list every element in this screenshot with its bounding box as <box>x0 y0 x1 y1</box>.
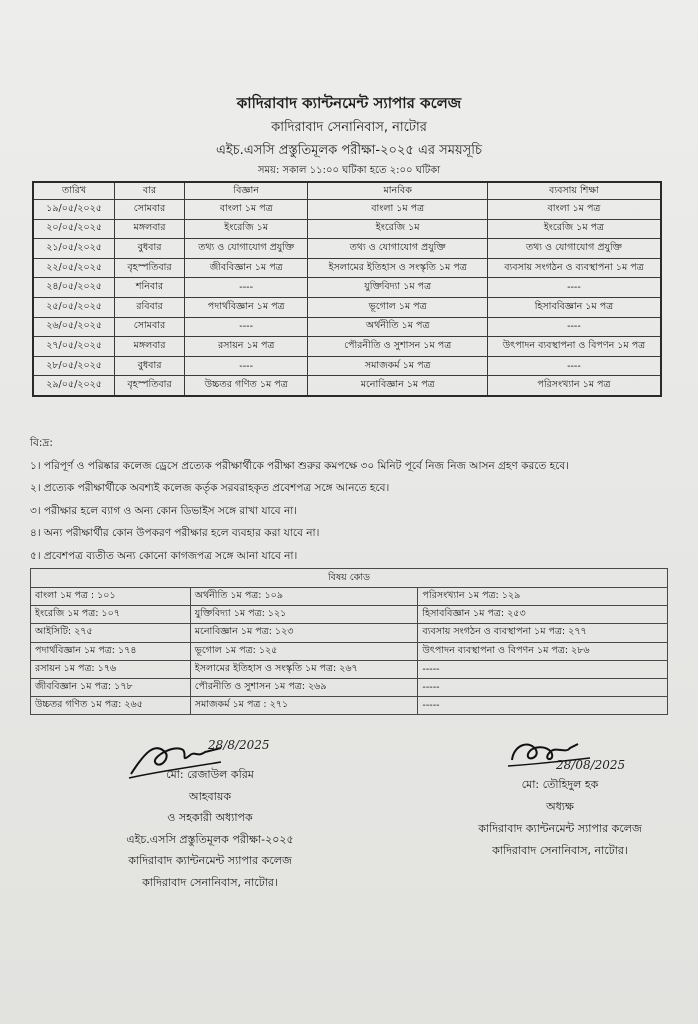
schedule-cell: ---- <box>184 278 308 298</box>
schedule-cell: ২১/০৫/২০২৫ <box>33 239 115 259</box>
schedule-cell: বৃহস্পতিবার <box>115 258 185 278</box>
schedule-cell: ---- <box>487 278 661 298</box>
schedule-table <box>32 181 662 397</box>
schedule-cell: ভূগোল ১ম পত্র <box>308 297 487 317</box>
subject-code-cell: পরিসংখ্যান ১ম পত্র: ১২৯ <box>418 588 668 606</box>
schedule-cell: রবিবার <box>115 297 185 317</box>
right-signature-date: 28/08/2025 <box>556 758 626 772</box>
left-signatory-org: কাদিরাবাদ ক্যান্টনমেন্ট স্যাপার কলেজ <box>128 854 292 867</box>
schedule-cell: উচ্চতর গণিত ১ম পত্র <box>184 376 308 396</box>
schedule-row <box>33 356 661 376</box>
schedule-cell: বাংলা ১ম পত্র <box>184 200 308 220</box>
left-signatory-role: এইচ.এসসি প্রস্তুতিমূলক পরীক্ষা-২০২৫ <box>126 832 294 846</box>
subject-code-cell: বাংলা ১ম পত্র : ১০১ <box>31 588 191 606</box>
subject-code-cell: হিসাববিজ্ঞান ১ম পত্র: ২৫৩ <box>418 606 668 624</box>
schedule-cell: বুধবার <box>115 356 185 376</box>
schedule-row <box>33 200 661 220</box>
right-signatory-name: মো: তৌহিদুল হক <box>521 778 599 791</box>
subject-code-cell: সমাজকর্ম ১ম পত্র : ২৭১ <box>190 697 418 715</box>
schedule-cell: পদার্থবিজ্ঞান ১ম পত্র <box>184 297 308 317</box>
subject-code-cell: পদার্থবিজ্ঞান ১ম পত্র: ১৭৪ <box>31 642 191 660</box>
schedule-cell: হিসাববিজ্ঞান ১ম পত্র <box>487 297 661 317</box>
left-signatory-block <box>60 766 360 895</box>
note-item: ৩। পরীক্ষার হলে ব্যাগ ও অন্য কোন ডিভাইস সঙ্গে রাখা যাবে না। <box>30 504 298 517</box>
header-day: বার <box>115 182 185 200</box>
schedule-row <box>33 317 661 337</box>
schedule-cell: ---- <box>184 317 308 337</box>
schedule-cell: রসায়ন ১ম পত্র <box>184 337 308 357</box>
header-science: বিজ্ঞান <box>184 182 308 200</box>
subject-code-row <box>31 588 668 606</box>
subject-code-row <box>31 678 668 696</box>
schedule-cell: তথ্য ও যোগাযোগ প্রযুক্তি <box>487 239 661 259</box>
schedule-cell: ---- <box>487 356 661 376</box>
schedule-cell: পরিসংখ্যান ১ম পত্র <box>487 376 661 396</box>
subject-code-row <box>31 624 668 642</box>
schedule-cell: ইংরেজি ১ম <box>308 219 487 239</box>
schedule-cell: ---- <box>487 317 661 337</box>
schedule-row <box>33 219 661 239</box>
schedule-cell: তথ্য ও যোগাযোগ প্রযুক্তি <box>308 239 487 259</box>
schedule-cell: ---- <box>184 356 308 376</box>
schedule-cell: ইসলামের ইতিহাস ও সংস্কৃতি ১ম পত্র <box>308 258 487 278</box>
notes-section <box>30 436 670 571</box>
notes-title: বি:দ্র: <box>30 437 53 449</box>
subject-code-cell: ----- <box>418 697 668 715</box>
subject-code-cell: ইংরেজি ১ম পত্র: ১০৭ <box>31 606 191 624</box>
schedule-row <box>33 278 661 298</box>
exam-time: সময়: সকাল ১১:০০ ঘটিকা হতে ২:০০ ঘটিকা <box>257 165 441 176</box>
schedule-cell: ইংরেজি ১ম পত্র <box>487 219 661 239</box>
schedule-cell: ২৯/০৫/২০২৫ <box>33 376 115 396</box>
schedule-row <box>33 376 661 396</box>
schedule-cell: ২৪/০৫/২০২৫ <box>33 278 115 298</box>
schedule-cell: অর্থনীতি ১ম পত্র <box>308 317 487 337</box>
schedule-row <box>33 337 661 357</box>
schedule-cell: বাংলা ১ম পত্র <box>487 200 661 220</box>
schedule-cell: ২৭/০৫/২০২৫ <box>33 337 115 357</box>
schedule-cell: উৎপাদন ব্যবস্থাপনা ও বিপণন ১ম পত্র <box>487 337 661 357</box>
right-signatory-org: কাদিরাবাদ ক্যান্টনমেন্ট স্যাপার কলেজ <box>478 822 642 835</box>
subject-code-cell: ইসলামের ইতিহাস ও সংস্কৃতি ১ম পত্র: ২৬৭ <box>190 660 418 678</box>
schedule-cell: বাংলা ১ম পত্র <box>308 200 487 220</box>
subject-code-cell: পৌরনীতি ও সুশাসন ১ম পত্র: ২৬৯ <box>190 678 418 696</box>
subject-code-row <box>31 660 668 678</box>
subject-code-cell: উৎপাদন ব্যবস্থাপনা ও বিপণন ১ম পত্র: ২৮৬ <box>418 642 668 660</box>
note-item: ৪। অন্য পরীক্ষার্থীর কোন উপকরণ পরীক্ষার হলে ব্যবহার করা যাবে না। <box>30 527 320 539</box>
schedule-cell: শনিবার <box>115 278 185 298</box>
schedule-row <box>33 258 661 278</box>
header-humanities: মানবিক <box>308 182 487 200</box>
schedule-cell: ২২/০৫/২০২৫ <box>33 258 115 278</box>
subject-code-title: বিষয় কোড <box>31 569 668 588</box>
left-signatory-role: আহবায়ক <box>188 789 232 803</box>
subject-code-row <box>31 697 668 715</box>
schedule-cell: মনোবিজ্ঞান ১ম পত্র <box>308 376 487 396</box>
right-signatory-role: অধ্যক্ষ <box>546 800 574 813</box>
schedule-cell: ২৮/০৫/২০২৫ <box>33 356 115 376</box>
subject-code-row <box>31 606 668 624</box>
subject-code-cell: জীববিজ্ঞান ১ম পত্র: ১৭৮ <box>31 678 191 696</box>
schedule-cell: ১৯/০৫/২০২৫ <box>33 200 115 220</box>
note-item: ৫। প্রবেশপত্র ব্যতীত অন্য কোনো কাগজপত্র সঙ্গে আনা যাবে না। <box>30 549 298 562</box>
schedule-cell: মঙ্গলবার <box>115 337 185 357</box>
subject-code-cell: রসায়ন ১ম পত্র: ১৭৬ <box>31 660 191 678</box>
schedule-cell: জীববিজ্ঞান ১ম পত্র <box>184 258 308 278</box>
schedule-cell: বুধবার <box>115 239 185 259</box>
schedule-cell: সোমবার <box>115 200 185 220</box>
exam-title: এইচ.এসসি প্রস্তুতিমূলক পরীক্ষা-২০২৫ এর সময়সূচি <box>216 143 482 158</box>
schedule-row <box>33 297 661 317</box>
schedule-cell: ব্যবসায় সংগঠন ও ব্যবস্থাপনা ১ম পত্র <box>487 258 661 278</box>
schedule-cell: ২৫/০৫/২০২৫ <box>33 297 115 317</box>
subject-code-cell: ব্যবসায় সংগঠন ও ব্যবস্থাপনা ১ম পত্র: ২৭৭ <box>418 624 668 642</box>
subject-code-cell: অর্থনীতি ১ম পত্র: ১০৯ <box>190 588 418 606</box>
left-signature-date: 28/8/2025 <box>208 738 270 752</box>
schedule-cell: সমাজকর্ম ১ম পত্র <box>308 356 487 376</box>
schedule-cell: ২৬/০৫/২০২৫ <box>33 317 115 337</box>
right-signatory-location: কাদিরাবাদ সেনানিবাস, নাটোর। <box>492 844 628 857</box>
subject-code-cell: উচ্চতর গণিত ১ম পত্র: ২৬৫ <box>31 697 191 715</box>
schedule-cell: পৌরনীতি ও সুশাসন ১ম পত্র <box>308 337 487 357</box>
right-signatory-block <box>440 776 680 864</box>
subject-code-cell: ----- <box>418 660 668 678</box>
left-signatory-name: মো: রেজাউল করিম <box>166 768 254 781</box>
subject-code-cell: মনোবিজ্ঞান ১ম পত্র: ১২৩ <box>190 624 418 642</box>
schedule-cell: তথ্য ও যোগাযোগ প্রযুক্তি <box>184 239 308 259</box>
schedule-cell: সোমবার <box>115 317 185 337</box>
subject-code-cell: ----- <box>418 678 668 696</box>
subject-code-table <box>30 568 668 715</box>
schedule-header-row <box>33 182 661 200</box>
schedule-cell: যুক্তিবিদ্যা ১ম পত্র <box>308 278 487 298</box>
subject-code-cell: যুক্তিবিদ্যা ১ম পত্র: ১২১ <box>190 606 418 624</box>
institution-name: কাদিরাবাদ ক্যান্টনমেন্ট স্যাপার কলেজ <box>236 94 462 112</box>
left-signatory-role: ও সহকারী অধ্যাপক <box>167 811 253 824</box>
header-business: ব্যবসায় শিক্ষা <box>487 182 661 200</box>
schedule-cell: বৃহস্পতিবার <box>115 376 185 396</box>
left-signatory-location: কাদিরাবাদ সেনানিবাস, নাটোর। <box>142 875 278 889</box>
subject-code-row <box>31 642 668 660</box>
schedule-cell: ইংরেজি ১ম <box>184 219 308 239</box>
subject-code-cell: ভূগোল ১ম পত্র: ১২৫ <box>190 642 418 660</box>
note-item: ২। প্রত্যেক পরীক্ষার্থীকে অবশ্যই কলেজ কর্তৃক সরবরাহকৃত প্রবেশপত্র সঙ্গে আনতে হবে। <box>30 482 390 494</box>
subject-code-cell: আইসিটি: ২৭৫ <box>31 624 191 642</box>
schedule-cell: মঙ্গলবার <box>115 219 185 239</box>
schedule-cell: ২০/০৫/২০২৫ <box>33 219 115 239</box>
note-item: ১। পরিপূর্ণ ও পরিষ্কার কলেজ ড্রেসে প্রত্যেক পরীক্ষার্থীকে পরীক্ষা শুরুর কমপক্ষে ৩০ মিনিট পূর্বে নিজ নিজ আসন গ্রহণ করতে হবে। <box>30 459 569 472</box>
institution-address: কাদিরাবাদ সেনানিবাস, নাটোর <box>271 120 427 135</box>
header-date: তারিখ <box>33 182 115 200</box>
schedule-row <box>33 239 661 259</box>
